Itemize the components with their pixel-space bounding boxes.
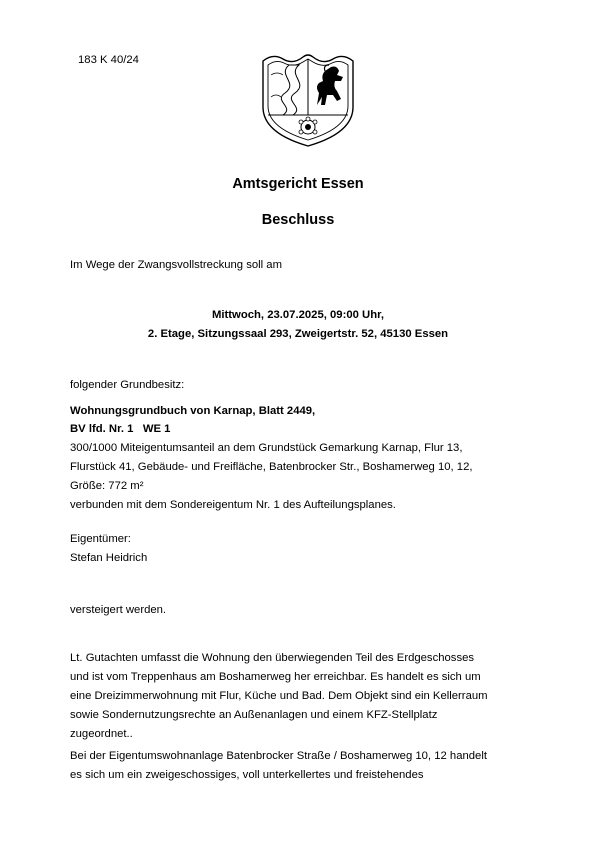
location-line: 2. Etage, Sitzungssaal 293, Zweigertstr. 52, 45130 Essen (147, 328, 449, 340)
property-description (70, 439, 473, 515)
appraisal-line: Lt. Gutachten umfasst die Wohnung den überwiegenden Teil des Erdgeschosses (70, 652, 475, 664)
appraisal-line: und ist vom Treppenhaus am Boshamerweg her erreichbar. Es handelt es sich um (70, 671, 481, 683)
building-line: es sich um ein zweigeschossiges, voll unterkellertes und freistehendes (70, 769, 424, 781)
intro-text: Im Wege der Zwangsvollstreckung soll am (70, 259, 283, 271)
building-line: Bei der Eigentumswohnanlage Batenbrocker Straße / Boshamerweg 10, 12 handelt (70, 750, 487, 762)
appraisal-line: sowie Sondernutzungsrechte an Außenanlagen und einem KFZ-Stellplatz (70, 709, 438, 721)
owner-label: Eigentümer: (70, 533, 131, 545)
property-line: verbunden mit dem Sondereigentum Nr. 1 des Aufteilungsplanes. (70, 499, 396, 511)
file-number: 183 K 40/24 (78, 54, 139, 66)
property-title: Wohnungsgrundbuch von Karnap, Blatt 2449, (70, 405, 316, 417)
owner-name: Stefan Heidrich (70, 552, 148, 564)
date-line: Mittwoch, 23.07.2025, 09:00 Uhr, (211, 309, 385, 321)
property-line: 300/1000 Miteigentumsanteil an dem Grundstück Gemarkung Karnap, Flur 13, (70, 442, 463, 454)
appraisal-line: eine Dreizimmerwohnung mit Flur, Küche und Bad. Dem Objekt sind ein Kellerraum (70, 690, 488, 702)
appraisal-paragraph (70, 649, 488, 744)
document-title: Beschluss (261, 212, 335, 228)
property-number: BV lfd. Nr. 1 WE 1 (70, 423, 171, 435)
property-line: Flurstück 41, Gebäude- und Freifläche, Batenbrocker Str., Boshamerweg 10, 12, (70, 461, 473, 473)
coat-of-arms-icon (259, 45, 357, 149)
appraisal-line: zugeordnet.. (70, 728, 133, 740)
auction-text: versteigert werden. (70, 604, 167, 616)
property-intro: folgender Grundbesitz: (70, 379, 185, 391)
court-name: Amtsgericht Essen (232, 176, 364, 192)
building-paragraph (70, 747, 487, 785)
property-line: Größe: 772 m² (70, 480, 144, 492)
